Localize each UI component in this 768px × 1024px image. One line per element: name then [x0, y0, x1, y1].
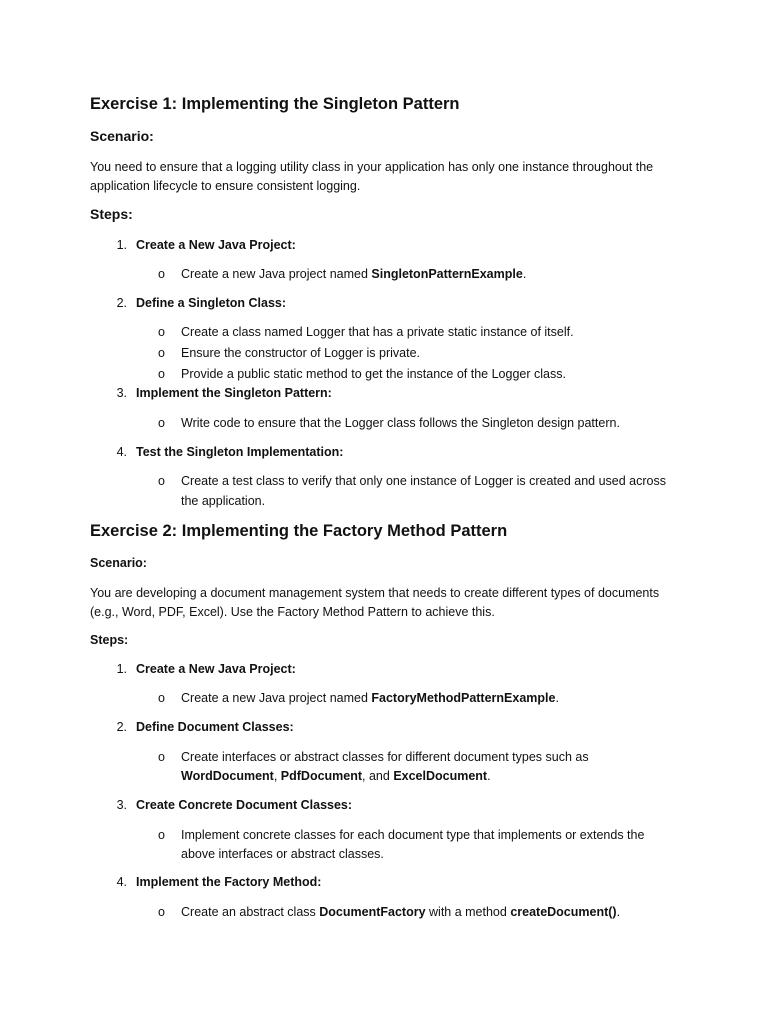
ex1-step-3-bullet: Write code to ensure that the Logger class follows the Singleton design pattern. [181, 416, 620, 430]
exercise-2-scenario-label: Scenario: [90, 556, 147, 570]
bullet-marker: o [158, 325, 165, 339]
ex1-step-4-bullet-line-2: the application. [181, 494, 266, 508]
bullet-marker: o [158, 750, 165, 764]
bullet-marker: o [158, 267, 165, 281]
exercise-2-scenario-line-2: (e.g., Word, PDF, Excel). Use the Factory Method Pattern to achieve this. [90, 605, 495, 619]
ex1-step-3-title: Implement the Singleton Pattern: [136, 386, 332, 400]
ex2-step-1-title: Create a New Java Project: [136, 662, 296, 676]
ex2-step-2-number: 2. [116, 720, 127, 734]
ex2-step-3-bullet-line-1: Implement concrete classes for each document type that implements or extends the [181, 828, 645, 842]
ex1-step-4-number: 4. [116, 445, 127, 459]
ex1-step-1-bullet: Create a new Java project named SingletonPatternExample. [181, 267, 527, 281]
ex2-step-4-bullet: Create an abstract class DocumentFactory with a method createDocument(). [181, 905, 621, 919]
exercise-1-scenario-label: Scenario: [90, 128, 154, 144]
exercise-1-steps-label: Steps: [90, 206, 133, 222]
bullet-marker: o [158, 691, 165, 705]
ex1-step-3-number: 3. [116, 386, 127, 400]
bullet-marker: o [158, 416, 165, 430]
ex1-step-2-number: 2. [116, 296, 127, 310]
ex2-step-4-title: Implement the Factory Method: [136, 875, 322, 889]
exercise-1-scenario-line-1: You need to ensure that a logging utility class in your application has only one instance throughout the [90, 160, 654, 174]
ex2-step-4-number: 4. [116, 875, 127, 889]
ex2-step-1-number: 1. [116, 662, 127, 676]
bullet-marker: o [158, 474, 165, 488]
bullet-marker: o [158, 905, 165, 919]
bullet-marker: o [158, 367, 165, 381]
ex2-step-2-bullet-line-2: WordDocument, PdfDocument, and ExcelDocument. [181, 769, 491, 783]
ex2-step-1-bullet: Create a new Java project named FactoryMethodPatternExample. [181, 691, 559, 705]
ex1-step-1-title: Create a New Java Project: [136, 238, 296, 252]
exercise-1-scenario-line-2: application lifecycle to ensure consistent logging. [90, 179, 361, 193]
ex2-step-3-title: Create Concrete Document Classes: [136, 798, 353, 812]
exercise-2-title: Exercise 2: Implementing the Factory Method Pattern [90, 522, 508, 540]
ex2-step-2-bullet-line-1: Create interfaces or abstract classes for different document types such as [181, 750, 589, 764]
ex2-step-2-title: Define Document Classes: [136, 720, 294, 734]
ex1-step-2-bullet-2: Ensure the constructor of Logger is private. [181, 346, 421, 360]
ex2-step-3-number: 3. [116, 798, 127, 812]
ex1-step-1-number: 1. [116, 238, 127, 252]
ex1-step-2-bullet-3: Provide a public static method to get the instance of the Logger class. [181, 367, 566, 381]
exercise-1-title: Exercise 1: Implementing the Singleton Pattern [90, 95, 460, 113]
ex1-step-4-bullet-line-1: Create a test class to verify that only one instance of Logger is created and used across [181, 474, 666, 488]
ex1-step-4-title: Test the Singleton Implementation: [136, 445, 344, 459]
exercise-2-steps-label: Steps: [90, 633, 129, 647]
bullet-marker: o [158, 346, 165, 360]
exercise-2-scenario-line-1: You are developing a document management system that needs to create different types of documents [90, 586, 660, 600]
ex2-step-3-bullet-line-2: above interfaces or abstract classes. [181, 847, 384, 861]
bullet-marker: o [158, 828, 165, 842]
ex1-step-2-bullet-1: Create a class named Logger that has a private static instance of itself. [181, 325, 574, 339]
ex1-step-2-title: Define a Singleton Class: [136, 296, 287, 310]
